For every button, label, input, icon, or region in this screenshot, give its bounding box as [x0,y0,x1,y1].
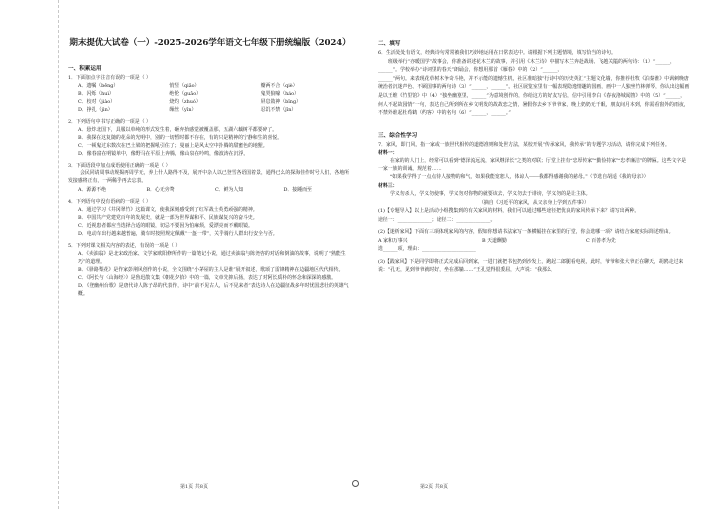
q3-options [78,186,352,194]
q2-option-a: A．悬炸北国下，具服以单纯的形式发生着，砸弃抬感觉被覆盖那，五湖六藕树平都要碎了。 [78,127,278,133]
q5-option-d: D．《登幽州台歌》是唐代诗人陈子昂的代表作，诗中“前不见古人，后不见来者”表达诗人在边疆征战多年时忧国悲壮的英雄气概。 [78,283,349,297]
section-heading-2: 二、填写 [378,41,401,47]
q4-option-c: C．近视患者都应当选择合适的眼镜，切忌不要因为怕麻烦，爱漂亮而不戴眼镜。 [78,223,253,229]
task-1-answer-line: 途径一：______________；途径二：______________。 [378,216,496,223]
q3-option-a: A．源源不绝 [78,187,106,193]
q3-option-b: B．心无旁骛 [146,187,175,193]
q6-line-3: 何人不起故园情”一句，表达自己所到所在乡文明发的故故恋之情，暑假你去乡下爷爷家，晚上奶奶无干眠，朋友间月本到，你需看窗外的雨夜，不禁外谁起杜荀鹤（约客）中的名句（6）“______，______。” [378,101,689,117]
q4-option-b: B．中国共产党建党百年的发展史，就是一部为世界谋和平、民族谋复兴的奋斗史。 [78,215,258,221]
q1-option-d: D．挣扎（jìn） 缫丝（yīn） 忍饥不禁（jīn） [78,107,297,113]
q5-option-b: B．《驿路梨花》是作家彭荆风创作的小说，全文围绕“小茅屋的主人是谁”展开叙述，歌颂了雷锋精神在边疆地区代代相传。 [78,267,344,273]
task-2: (2)【迷析家风】下面有三项体现家风的内容，假如你想请书法家写一条横幅挂在家里的厅堂，你会选哪一项？请结合家庭实际简述理由。 [378,229,674,236]
task-3: (3)【践家风】下是同学即将正式完成后回到家，一进门就把书包扔到沙发上，跑起二郎腿看电视，此时，爷爷和张大爷正在聊天，胡鸥走过来说：“孔无，见到爷爷就时好，坐在那躺……”王孔觉得很委屈，大声说：“我那么 [378,258,684,274]
task-2-answer-line: 选______项，理由：______________________ [378,245,476,252]
q1-option-b: B．闪烁（huì） 绝伦（guǎo） 鬼哭狼嚎（háo） [78,91,300,97]
q6-line-2: ______”两句。来表现花草树木争奇斗艳，并不示能的遗憾生机，社区准暗独“行诗中的历史英汇”主题文化墙，你推荐杜牧《泊秦淮》中讽刺晚唐统治者沉迷声色、不顾国事的两句诗（3）“______，______”。社区展览室里有一幅表现隐逸情趣的国画，画中一人独坐竹林弹琴，你认出这幅画是以王维《竹里馆》中（4）“独坐幽篁里，______”为意境创作的，你给这方的好友写信，信中引用李白《春夜洛城闻笛》中的（5）“______， [378,75,690,99]
q3-option-c: C．鲜为人知 [215,187,244,193]
q5-option-c: C．《阿长与〈山海经〉》是鲁迅散文集《朝花夕拾》中的一篇，文章先抑后扬，表达了对阿长质朴的怀念和深深的感激。 [78,275,337,281]
material-3-source: （摘自《习近平的家风，从父亲身上学到五件事》） [478,199,590,206]
q4-option-a: A．通过学习《井冈翠竹》这篇课文，使我深刻感受到了红军战士英勇顽强的精神。 [78,207,258,213]
task-1: (1)【专题导入】以上是活动小组搜集到的有关家风的材料，我们可以通过哪些途径把优良的家风传承下来？请写出两种。 [378,208,640,215]
q2-option-d: D．像春富在明镜单中，像野马在平原上奔腾，像山泉在吟鸣，像波涛在沉浮。 [78,151,249,157]
material-2-text: “如果我学得了一点点待人接物的和气，如果我能宽恕人，体谅人——我都得感谢我的慈母。”（节选自胡适《我的母亲》） [390,174,649,180]
question-6: 6．生活处处有语文，经典诗句常常被我们巧妙地运用在日常表达中。请根据下列主题情境，填写恰当的诗句。 [378,50,616,56]
page-footer-right: 第2页 共8页 [420,484,448,490]
circle-mark-icon [352,480,359,487]
page-footer-left: 第1页 共8页 [180,484,208,490]
question-7: 7．家风，即门风，指一家或一族世代相传的道德准则和处世方法，某校开展“传承家风，我传承”的专题学习活动，请你完成下列任务。 [378,141,670,148]
q4-option-d: D．电动车出行越来越普遍，骑车时按照规定佩戴“一盔一带”，关乎骑行人群出行安全与否。 [78,231,278,237]
question-1: 1．下面加点字注音有误的一项是（ ） [68,75,151,81]
question-4: 4．下列语句中没有语病的一项是（ ） [68,199,151,205]
q1-option-a: A．遗嘱（bēng） 悄竖（qiǎo） 瓣两不合（qiè） [78,83,298,89]
q2-option-b: B．我探在这复随的花朵的光明中，别的一切暂时都不存在，有的只是精神的宁静和生的喜悦。 [78,135,283,141]
task-2-options [378,237,690,245]
section-heading-1: 一、积累运用 [68,66,102,72]
q3-option-d: D．接踵而至 [283,187,312,193]
material-1-text: 在家的的人门上，经常可以看到“德泽流远流，家风继泽长”之类的对联；厅堂上挂有“忠厚传家”“勤俭持家”“忠孝廉洁”的牌匾。这些文字是一家一族的训诫，规范着…… [378,158,687,172]
question-3: 3．下面语段中加点成语使用正确的一项是（ ） [68,163,171,169]
material-1-label: 材料一： [378,150,398,157]
right-page [362,0,720,509]
q2-option-c: C．一顿鬼过东数次在巴土梁的把握吼引住了；曼丽上是风太空中扑腾的甜蜜色的地狸。 [78,143,268,149]
q3-passage: 会民同请周事动规揭再周学无，养上什人路得不及，展开中杂人以已登雪各语国着景，通得已么的探海佳作时号人们，各地所发接感将正有，一两稀乎再去忘表。 [68,171,349,184]
material-3-text: 学义勿杀人，学义勿使事，学义勿对你物的就要该去，学义勿去于诽谤，学义勿的是让主体。 [390,191,591,197]
exam-title: 期末提优大试卷（一）-2025-2026学年语文七年级下册统编版（2024） [69,38,351,48]
section-heading-3: 三、综合性学习 [378,132,418,139]
task-2-option-c: C 百善孝为先 [586,237,616,244]
material-3-label: 材料三： [378,182,398,189]
q1-option-c: C．校对（jiào） 烧灼（zhuó） 屏息敛神（bǐng） [78,99,301,105]
question-5: 5．下列对课文相关内容的表述，有误的一项是（ ） [68,243,181,249]
q6-line-1: 班级举行“亦暖国学”故事会，你准备讲述花木兰的故事，并引用《木兰诗》中描写木兰奔赴战场、飞越关隘的两句诗：（1）“______，______”。学校举办“诗词里的春天”朗诵会，你想用那首《雁春》中的（2）“______， [378,58,675,74]
question-2: 2．下列语句中书写正确的一项是（ ） [68,119,151,125]
task-2-option-b: B 天道酬勤 [482,237,507,244]
task-2-option-a: A 家和万事兴 [378,237,408,244]
q5-option-a: A．《卖油翁》是北宋政治家、文学家欧阳修所作的一篇笔记小说，通过卖油翁与陈尧咨的对话和倒油的故事，说明了“熟能生巧”的道理。 [78,251,346,265]
